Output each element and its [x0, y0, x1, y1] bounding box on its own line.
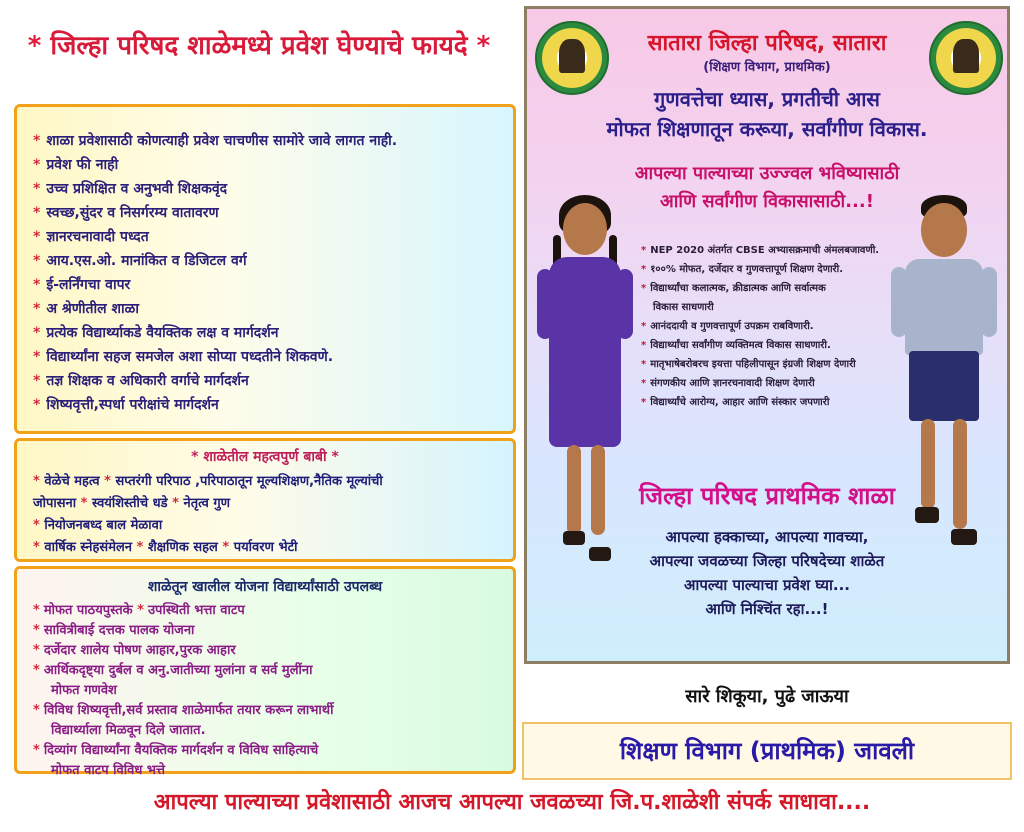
list-item: * विविध शिष्यवृत्ती,सर्व प्रस्ताव शाळेमार्फत तयार करून लाभार्थी विद्यार्थ्याला मिळवून दिले जातात. [33, 703, 334, 738]
star-bullet-icon: * [222, 540, 230, 555]
poster [524, 6, 1010, 664]
star-bullet-icon: * [33, 229, 41, 245]
important-line: जोपासना * स्वयंशिस्तीचे धडे * नेतृत्व गुण [33, 496, 231, 511]
girl-student-illustration [533, 195, 637, 575]
star-bullet-icon: * [33, 663, 40, 678]
bottom-contact-line: आपल्या पाल्याच्या प्रवेशासाठी आजच आपल्या जवळच्या जि.प.शाळेशी संपर्क साधावा.... [153, 790, 871, 815]
caption: सारे शिकूया, पुढे जाऊया [685, 686, 849, 707]
star-bullet-icon: * [33, 205, 41, 221]
list-item: * स्वच्छ,सुंदर व निसर्गरम्य वातावरण [33, 205, 219, 221]
invite-line: आपल्या हक्काच्या, आपल्या गावच्या, [665, 528, 869, 546]
important-line: * वार्षिक स्नेहसंमेलन * शैक्षणिक सहल * पर्यावरण भेटी [33, 540, 298, 555]
star-bullet-icon: * [33, 743, 40, 758]
list-item: * १००% मोफत, दर्जेदार व गुणवत्तापूर्ण शिक्षण देणारी. [641, 264, 844, 275]
star-bullet-icon: * [33, 703, 40, 718]
star-bullet-icon: * [136, 540, 144, 555]
benefits-list [33, 129, 509, 417]
star-bullet-icon: * [137, 603, 144, 618]
poster-slogan: मोफत शिक्षणातून करूया, सर्वांगीण विकास. [606, 117, 928, 141]
star-bullet-icon: * [33, 373, 41, 389]
star-icon: * [476, 31, 491, 61]
star-bullet-icon: * [641, 283, 647, 294]
star-bullet-icon: * [33, 349, 41, 365]
star-bullet-icon: * [33, 325, 41, 341]
important-title: * शाळेतील महत्वपुर्ण बाबी * [191, 449, 339, 465]
list-item: * विद्यार्थ्यांना सहज समजेल अशा सोप्या पध्दतीने शिकवणे. [33, 349, 334, 365]
invite-line: आपल्या पाल्याचा प्रवेश घ्या... [684, 576, 850, 594]
list-item: * संगणकीय आणि ज्ञानरचनावादी शिक्षण देणारी [641, 378, 815, 389]
left-title [4, 26, 514, 66]
list-item: विकास साधणारी [653, 302, 714, 313]
schemes-list [33, 601, 509, 781]
star-bullet-icon: * [641, 321, 647, 332]
list-item: * शिष्यवृत्ती,स्पर्धा परीक्षांचे मार्गदर्शन [33, 397, 219, 413]
poster-headline: आणि सर्वांगीण विकासासाठी...! [660, 191, 874, 212]
list-item: * NEP 2020 अंतर्गत CBSE अभ्यासक्रमाची अंमलबजावणी. [641, 245, 880, 256]
star-bullet-icon: * [80, 496, 88, 511]
star-bullet-icon: * [33, 277, 41, 293]
star-bullet-icon: * [33, 157, 41, 173]
list-item: * ज्ञानरचनावादी पध्दत [33, 229, 149, 245]
star-bullet-icon: * [641, 359, 647, 370]
list-item: * आनंददायी व गुणवत्तापूर्ण उपक्रम राबविणारी. [641, 321, 814, 332]
poster-school-name: जिल्हा परिषद प्राथमिक शाळा [639, 482, 895, 510]
list-item: * मोफत पाठयपुस्तके * उपस्थिती भत्ता वाटप [33, 603, 245, 618]
list-item: * तज्ञ शिक्षक व अधिकारी वर्गाचे मार्गदर्शन [33, 373, 249, 389]
list-item: * दिव्यांग विद्यार्थ्यांना वैयक्तिक मार्गदर्शन व विविध साहित्याचे मोफत वाटप विविध भत्ते [33, 743, 319, 778]
list-item: * ई-लर्निंगचा वापर [33, 277, 131, 293]
important-line: * नियोजनबध्द बाल मेळावा [33, 518, 163, 533]
list-item: * मातृभाषेबरोबरच इयत्ता पहिलीपासून इंग्रजी शिक्षण देणारी [641, 359, 856, 370]
star-bullet-icon: * [641, 397, 647, 408]
poster-headline: आपल्या पाल्याच्या उज्ज्वल भविष्यासाठी [634, 163, 900, 184]
list-item: * आर्थिकदृष्ट्या दुर्बल व अनु.जातीच्या मुलांना व सर्व मुलींना मोफत गणवेश [33, 663, 313, 698]
star-bullet-icon: * [641, 264, 647, 275]
list-item: * दर्जेदार शालेय पोषण आहार,पुरक आहार [33, 643, 236, 658]
star-bullet-icon: * [641, 245, 647, 256]
list-item: * विद्यार्थ्यांचे आरोग्य, आहार आणि संस्कार जपणारी [641, 397, 830, 408]
star-bullet-icon: * [641, 340, 647, 351]
list-item: * अ श्रेणीतील शाळा [33, 301, 139, 317]
star-bullet-icon: * [172, 496, 179, 511]
star-bullet-icon: * [33, 253, 41, 269]
star-bullet-icon: * [33, 603, 40, 618]
invite-line: आपल्या जवळच्या जिल्हा परिषदेच्या शाळेत [649, 552, 885, 570]
schemes-title: शाळेतून खालील योजना विद्यार्थ्यांसाठी उपलब्ध [147, 579, 383, 595]
list-item: * शाळा प्रवेशासाठी कोणत्याही प्रवेश चाचणीस सामोरे जावे लागत नाही. [33, 133, 398, 149]
star-bullet-icon: * [33, 133, 41, 149]
list-item: * विद्यार्थ्यांचा सर्वांगीण व्यक्तिमत्व विकास साधणारी. [641, 340, 831, 351]
benefits-panel [14, 104, 516, 434]
star-bullet-icon: * [33, 623, 40, 638]
star-bullet-icon: * [33, 397, 41, 413]
poster-slogan: गुणवत्तेचा ध्यास, प्रगतीची आस [654, 87, 880, 111]
star-bullet-icon: * [33, 643, 40, 658]
star-bullet-icon: * [33, 518, 40, 533]
list-item: * आय.एस.ओ. मानांकित व डिजिटल वर्ग [33, 253, 247, 269]
star-bullet-icon: * [104, 474, 111, 489]
poster-invite [527, 525, 1007, 621]
poster-title: सातारा जिल्हा परिषद, सातारा [647, 31, 887, 56]
important-line: * वेळेचे महत्व * सप्तरंगी परिपाठ ,परिपाठातून मूल्यशिक्षण,नैतिक मूल्यांची [33, 474, 383, 489]
invite-line: आणि निश्चिंत रहा...! [705, 600, 829, 618]
important-body [33, 471, 509, 559]
poster-subtitle: (शिक्षण विभाग, प्राथमिक) [703, 60, 831, 75]
star-bullet-icon: * [33, 474, 40, 489]
left-title-text: जिल्हा परिषद शाळेमध्ये प्रवेश घेण्याचे फायदे [50, 31, 468, 61]
list-item: * प्रवेश फी नाही [33, 157, 119, 173]
schemes-panel [14, 566, 516, 778]
department-box: शिक्षण विभाग (प्राथमिक) जावली [522, 722, 1012, 780]
star-bullet-icon: * [33, 181, 41, 197]
list-item: * विद्यार्थ्यांचा कलात्मक, क्रीडात्मक आणि सर्वात्मक [641, 283, 826, 294]
poster-points-list [641, 241, 901, 412]
star-bullet-icon: * [33, 540, 40, 555]
list-item: * उच्च प्रशिक्षित व अनुभवी शिक्षकवृंद [33, 181, 228, 197]
boy-student-illustration [887, 195, 997, 575]
star-bullet-icon: * [33, 301, 41, 317]
important-panel [14, 438, 516, 562]
list-item: * सावित्रीबाई दत्तक पालक योजना [33, 623, 195, 638]
star-bullet-icon: * [641, 378, 647, 389]
star-icon: * [27, 31, 42, 61]
list-item: * प्रत्येक विद्यार्थ्याकडे वैयक्तिक लक्ष व मार्गदर्शन [33, 325, 279, 341]
